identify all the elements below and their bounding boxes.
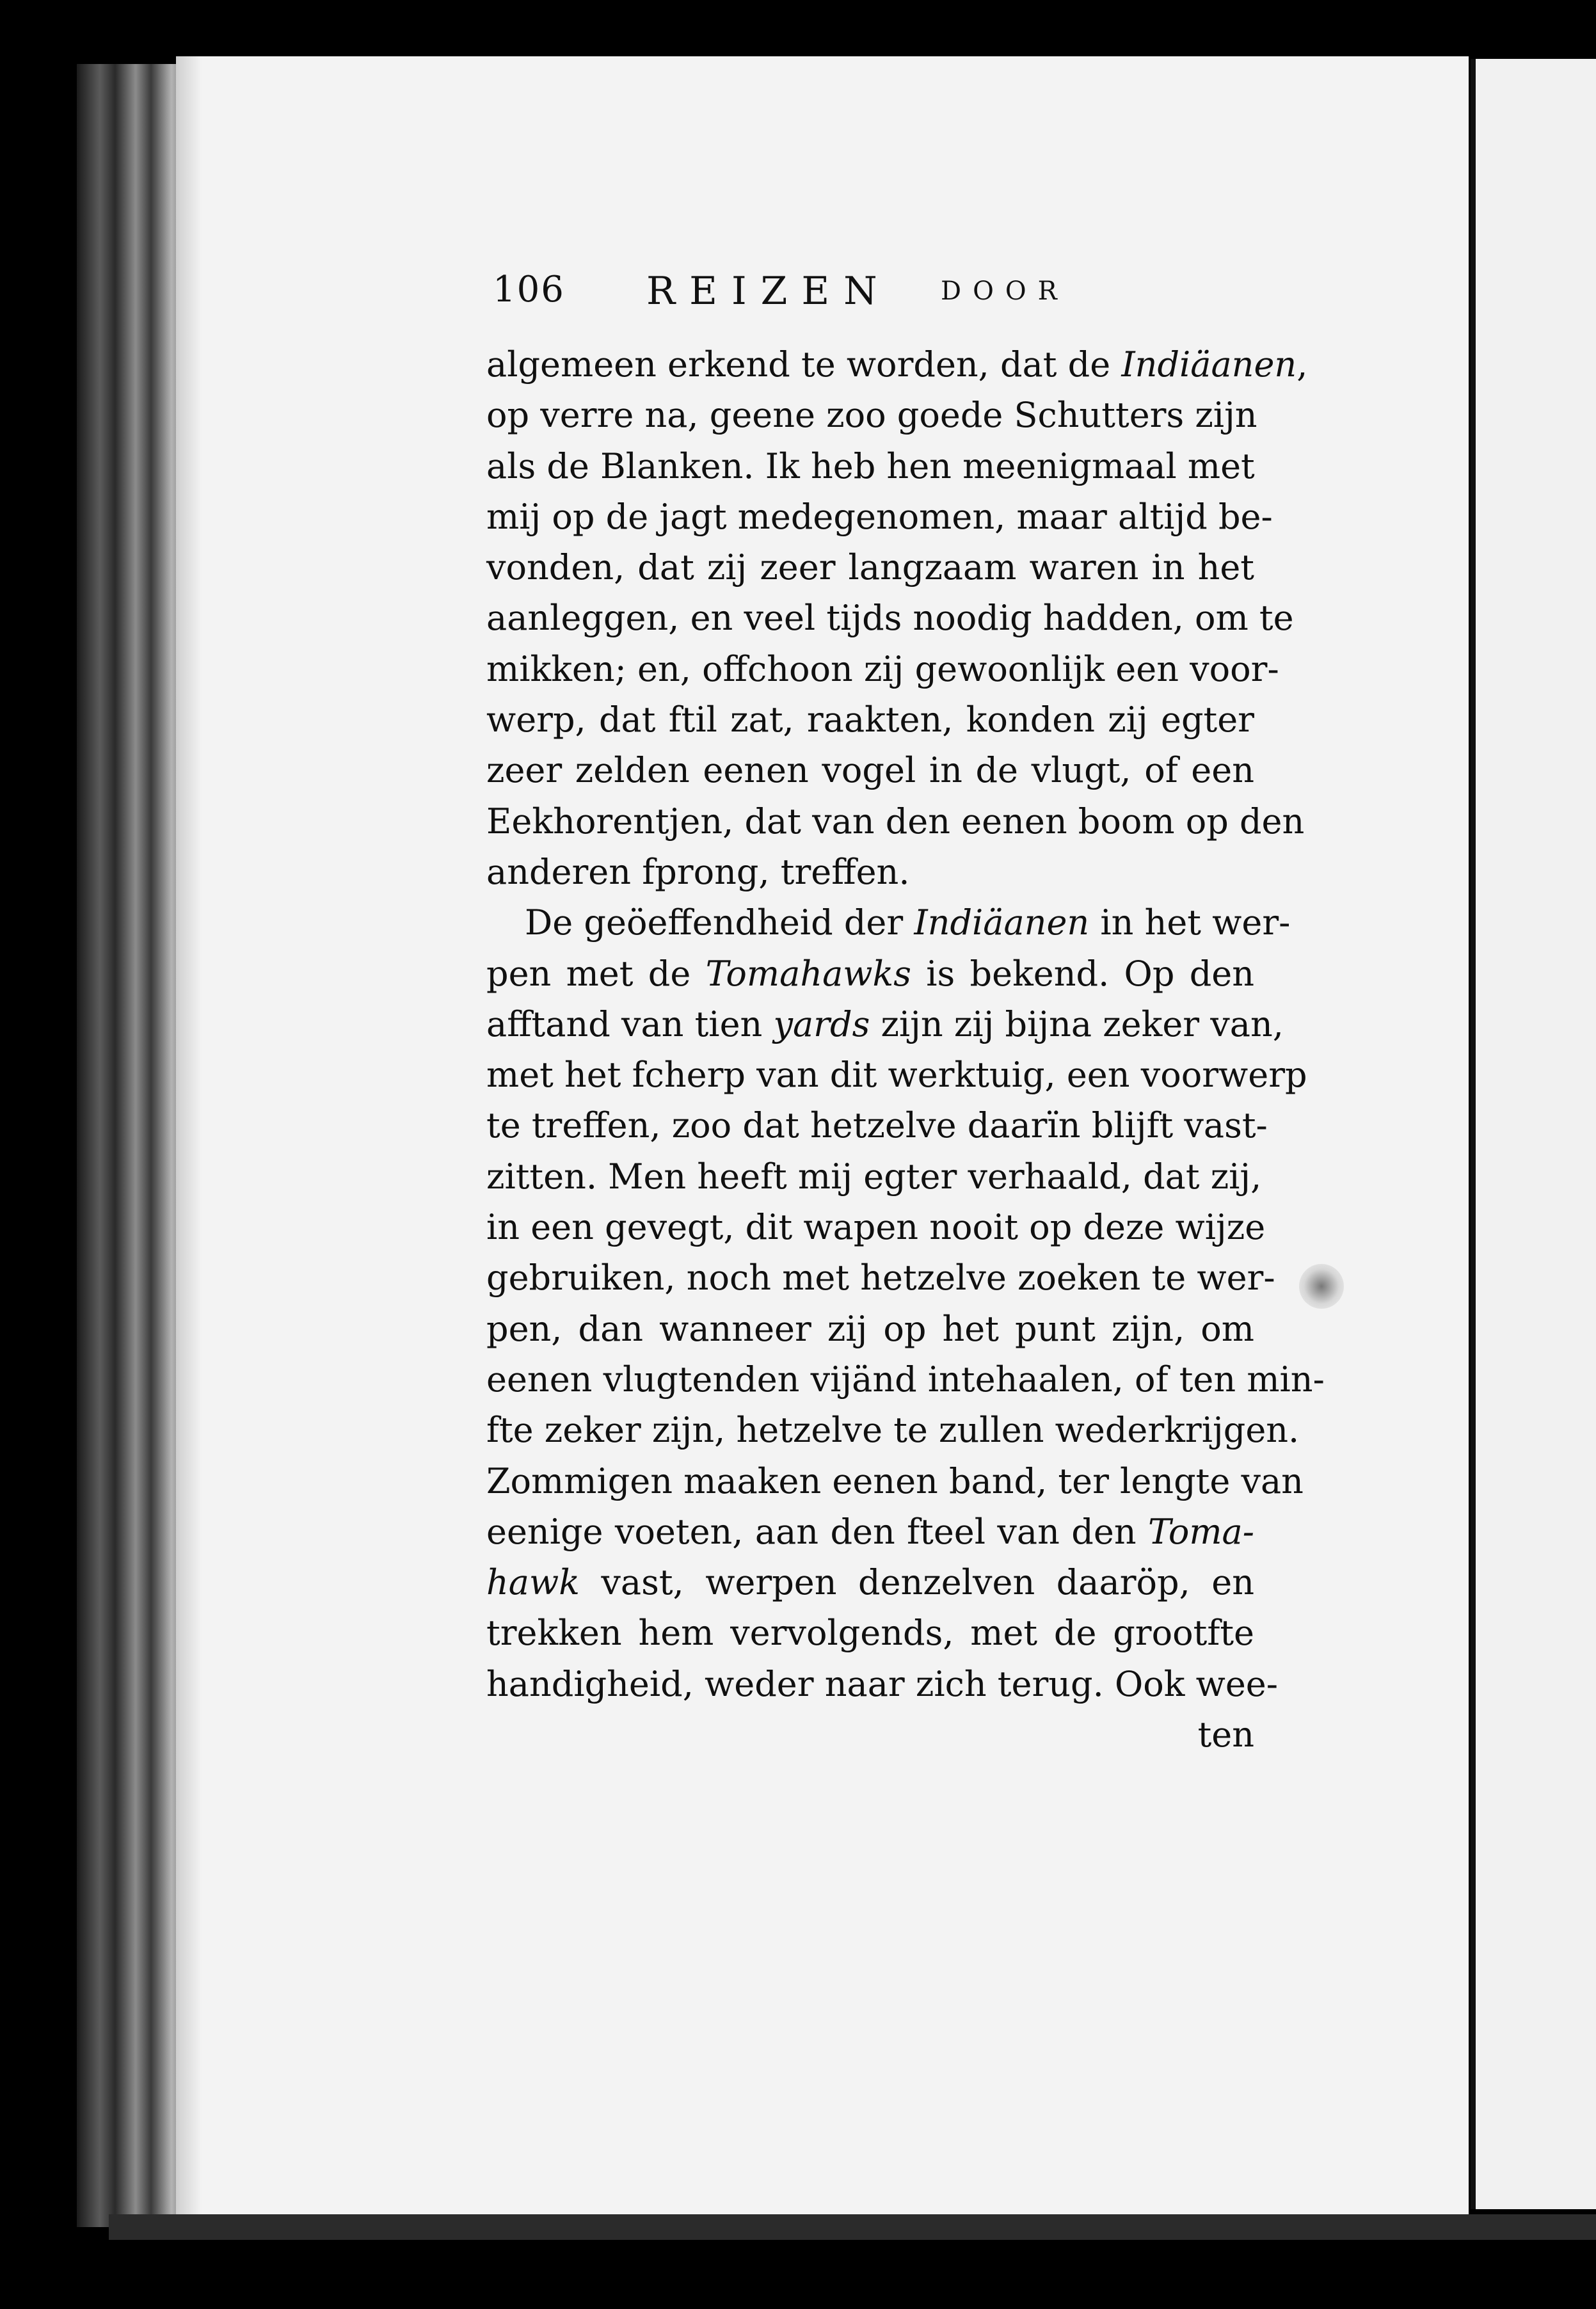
text-line: fte zeker zijn, hetzelve te zullen wederkrijgen. — [486, 1410, 1300, 1451]
text-line: als de Blanken. Ik heb hen meenigmaal met — [486, 445, 1255, 486]
page-number: 106 — [493, 269, 565, 310]
text-line: pen met de Tomahawks is bekend. Op den — [486, 953, 1255, 994]
text-line: mikken; en, offchoon zij gewoonlijk een voor- — [486, 648, 1279, 689]
text-line: handigheid, weder naar zich terug. Ook wee- — [486, 1663, 1278, 1704]
text-line: aanleggen, en veel tijds noodig hadden, om te — [486, 598, 1294, 639]
text-line: te treffen, zoo dat hetzelve daarïn blijft vast- — [486, 1105, 1268, 1146]
page-bottom-shadow — [109, 2214, 1596, 2240]
running-title-small-caps: DOOR — [941, 276, 1069, 306]
text-line: afftand van tien yards zijn zij bijna zeker van, — [486, 1003, 1284, 1044]
ink-smudge — [1299, 1264, 1344, 1309]
text-line: in een gevegt, dit wapen nooit op deze wijze — [486, 1207, 1266, 1248]
running-header — [493, 269, 1280, 326]
text-line: hawk vast, werpen denzelven daaröp, en — [486, 1562, 1254, 1603]
facing-page-edge — [1471, 59, 1596, 2209]
text-line: met het fcherp van dit werktuig, een voorwerp — [486, 1055, 1307, 1096]
text-line: Eekhorentjen, dat van den eenen boom op den — [486, 801, 1305, 842]
text-line: pen, dan wanneer zij op het punt zijn, om — [486, 1308, 1254, 1349]
text-line: algemeen erkend te worden, dat de Indiäanen — [486, 344, 1297, 385]
text-line: zitten. Men heeft mij egter verhaald, dat zij, — [486, 1156, 1262, 1197]
text-line: anderen fprong, treffen. — [486, 851, 910, 892]
page-gutter — [176, 56, 202, 2223]
text-line: op verre na, geene zoo goede Schutters zijn — [486, 395, 1257, 436]
body-text — [486, 339, 1325, 1760]
text-line: vonden, dat zij zeer langzaam waren in het — [486, 547, 1254, 588]
text-line: eenen vlugtenden vijänd intehaalen, of ten min- — [486, 1359, 1325, 1400]
text-line: gebruiken, noch met hetzelve zoeken te wer- — [486, 1258, 1275, 1298]
text-line: zeer zelden eenen vogel in de vlugt, of een — [486, 750, 1254, 791]
text-line: Zommigen maaken eenen band, ter lengte van — [486, 1460, 1304, 1501]
catchword: ten — [1197, 1714, 1254, 1755]
text-line: eenige voeten, aan den fteel van den Toma- — [486, 1511, 1254, 1552]
text-line: trekken hem vervolgends, met de grootfte — [486, 1613, 1254, 1654]
text-line: werp, dat ftil zat, raakten, konden zij egter — [486, 699, 1254, 740]
text-line: mij op de jagt medegenomen, maar altijd be- — [486, 496, 1273, 537]
text-line: De geöeffendheid der Indiäanen in het wer- — [525, 902, 1291, 943]
running-title: REIZEN — [646, 269, 891, 314]
